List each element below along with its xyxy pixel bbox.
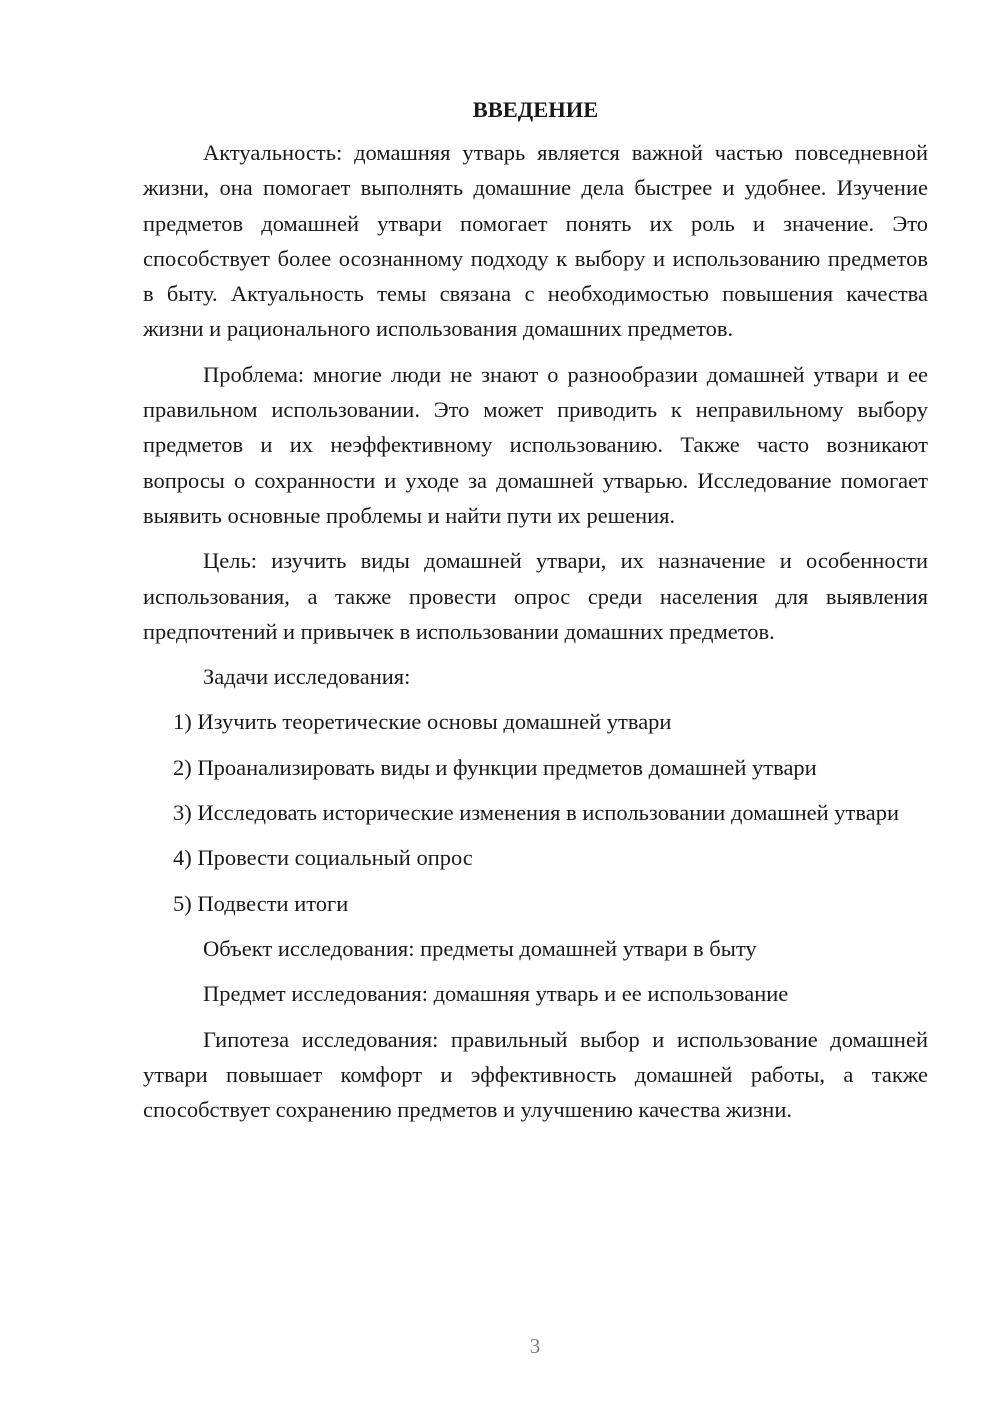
research-object-paragraph: Объект исследования: предметы домашней утвари в быту (203, 935, 757, 961)
task-item-4: 4) Провести социальный опрос (173, 845, 473, 871)
document-body (143, 95, 928, 1137)
tasks-title: Задачи исследования: (203, 664, 411, 690)
section-heading: ВВЕДЕНИЕ (472, 97, 599, 122)
relevance-paragraph: Актуальность: домашняя утварь является важной частью повседневной жизни, она помогает выполнять домашние дела быстрее и удобнее. Изучение предметов домашней утвари помогает понять их роль и значение. Это способствует более осознанному подходу к выбору и использованию предметов в быту. Актуальность темы связана с необходимостью повышения качества жизни и рационального использования домашних предметов. (143, 140, 928, 342)
page-number: 3 (529, 1334, 541, 1358)
goal-paragraph: Цель: изучить виды домашней утвари, их назначение и особенности использования, а также провести опрос среди населения для выявления предпочтений и привычек в использовании домашних предметов. (143, 548, 928, 644)
task-item-2: 2) Проанализировать виды и функции предметов домашней утвари (173, 754, 817, 780)
problem-paragraph: Проблема: многие люди не знают о разнообразии домашней утвари и ее правильном использовании. Это может приводить к неправильному выбору предметов и их неэффективному использованию. Также часто возникают вопросы о сохранности и уходе за домашней утварью. Исследование помогает выявить основные проблемы и найти пути их решения. (143, 361, 928, 528)
task-item-1: 1) Изучить теоретические основы домашней утвари (173, 709, 672, 735)
task-item-5: 5) Подвести итоги (173, 890, 349, 916)
hypothesis-paragraph: Гипотеза исследования: правильный выбор и использование домашней утвари повышает комфорт и эффективность домашней работы, а также способствует сохранению предметов и улучшению качества жизни. (143, 1026, 928, 1123)
task-item-3: 3) Исследовать исторические изменения в использовании домашней утвари (173, 800, 899, 826)
research-subject-paragraph: Предмет исследования: домашняя утварь и ее использование (203, 981, 789, 1007)
